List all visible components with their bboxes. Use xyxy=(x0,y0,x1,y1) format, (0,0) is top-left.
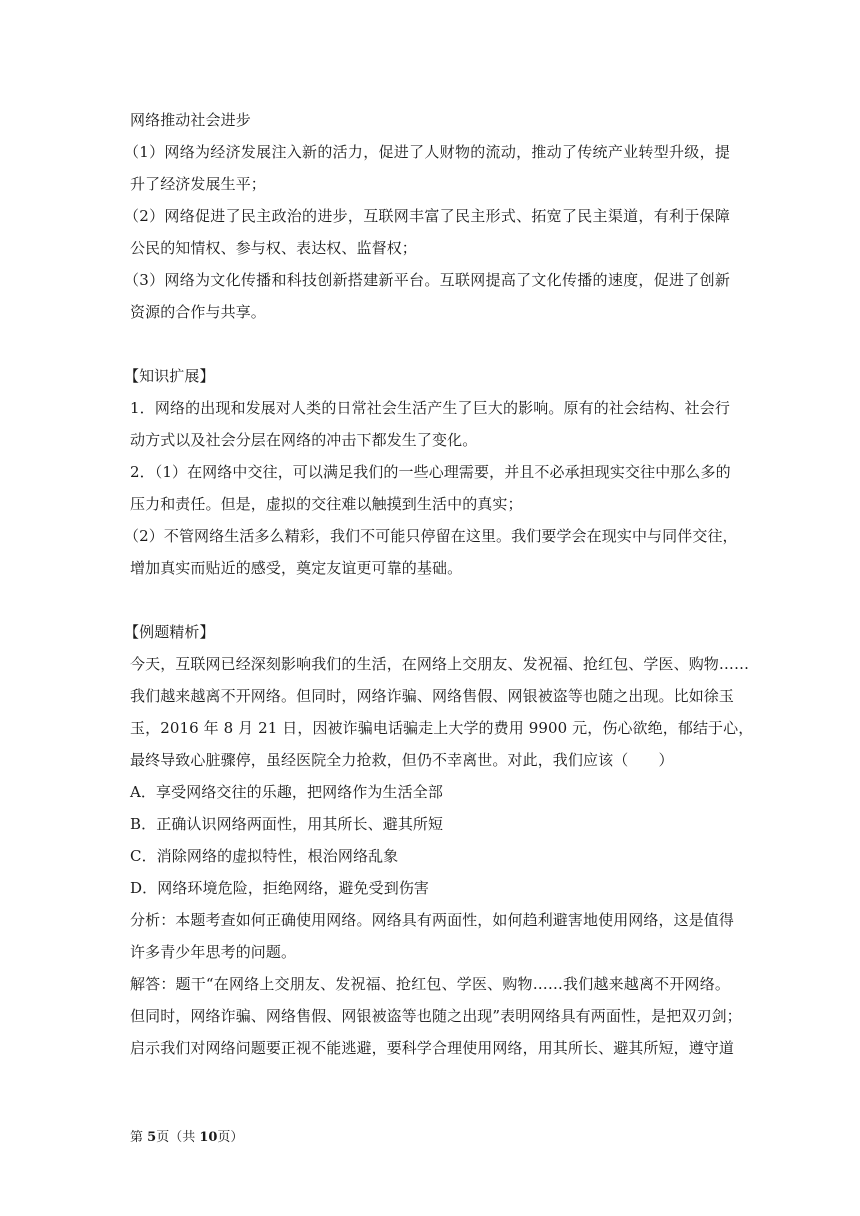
current-page-number: 5 xyxy=(147,1130,157,1145)
footer-suffix: 页） xyxy=(217,1130,244,1145)
paragraph-line: （2）网络促进了民主政治的进步，互联网丰富了民主形式、拓宽了民主渠道，有利于保障 xyxy=(124,207,730,225)
page-footer xyxy=(130,1128,243,1148)
question-line: 我们越来越离不开网络。但同时，网络诈骗、网络售假、网银被盗等也随之出现。比如徐玉 xyxy=(130,687,735,705)
answer-line: 但同时，网络诈骗、网络售假、网银被盗等也随之出现”表明网络具有两面性，是把双刃剑； xyxy=(130,1007,742,1025)
paragraph-line: 1．网络的出现和发展对人类的日常社会生活产生了巨大的影响。原有的社会结构、社会行 xyxy=(130,399,730,417)
option-b: B．正确认识网络两面性，用其所长、避其所短 xyxy=(130,815,444,833)
section-heading: 网络推动社会进步 xyxy=(130,111,251,129)
section-heading: 【知识扩展】 xyxy=(124,367,215,385)
paragraph-line: （3）网络为文化传播和科技创新搭建新平台。互联网提高了文化传播的速度，促进了创新 xyxy=(124,271,730,289)
question-line: 玉，2016 年 8 月 21 日，因被诈骗电话骗走上大学的费用 9900 元，伤心欲绝，郁结于心， xyxy=(130,719,754,737)
option-c: C．消除网络的虚拟特性，根治网络乱象 xyxy=(130,847,399,865)
paragraph-line: 压力和责任。但是，虚拟的交往难以触摸到生活中的真实； xyxy=(130,495,523,513)
question-line: 最终导致心脏骤停，虽经医院全力抢救，但仍不幸离世。对此，我们应该（ ） xyxy=(130,751,674,769)
paragraph-line: 升了经济发展生平； xyxy=(130,175,266,193)
analysis-line: 许多青少年思考的问题。 xyxy=(130,943,297,961)
paragraph-line: （1）网络为经济发展注入新的活力，促进了人财物的流动，推动了传统产业转型升级，提 xyxy=(124,143,730,161)
question-line: 今天，互联网已经深刻影响我们的生活，在网络上交朋友、发祝福、抢红包、学医、购物…… xyxy=(130,655,750,673)
section-heading: 【例题精析】 xyxy=(124,623,215,641)
paragraph-line: 动方式以及社会分层在网络的冲击下都发生了变化。 xyxy=(130,431,478,449)
document-body xyxy=(124,104,754,1064)
option-d: D．网络环境危险，拒绝网络，避免受到伤害 xyxy=(130,879,430,897)
paragraph-line: 公民的知情权、参与权、表达权、监督权； xyxy=(130,239,417,257)
paragraph-line: （2）不管网络生活多么精彩，我们不可能只停留在这里。我们要学会在现实中与同伴交往， xyxy=(124,527,738,545)
total-page-number: 10 xyxy=(199,1130,218,1145)
paragraph-line: 资源的合作与共享。 xyxy=(130,303,266,321)
paragraph-line: 增加真实而贴近的感受，奠定友谊更可靠的基础。 xyxy=(130,559,463,577)
option-a: A．享受网络交往的乐趣，把网络作为生活全部 xyxy=(130,783,443,801)
footer-middle: 页（共 xyxy=(156,1130,200,1145)
answer-line: 解答：题干“在网络上交朋友、发祝福、抢红包、学医、购物……我们越来越离不开网络。 xyxy=(130,975,730,993)
paragraph-line: 2．（1）在网络中交往，可以满足我们的一些心理需要，并且不必承担现实交往中那么多的 xyxy=(130,463,731,481)
answer-line: 启示我们对网络问题要正视不能逃避，要科学合理使用网络，用其所长、避其所短，遵守道 xyxy=(130,1039,735,1057)
analysis-line: 分析：本题考查如何正确使用网络。网络具有两面性，如何趋利避害地使用网络，这是值得 xyxy=(130,911,735,929)
footer-prefix: 第 xyxy=(130,1130,148,1145)
